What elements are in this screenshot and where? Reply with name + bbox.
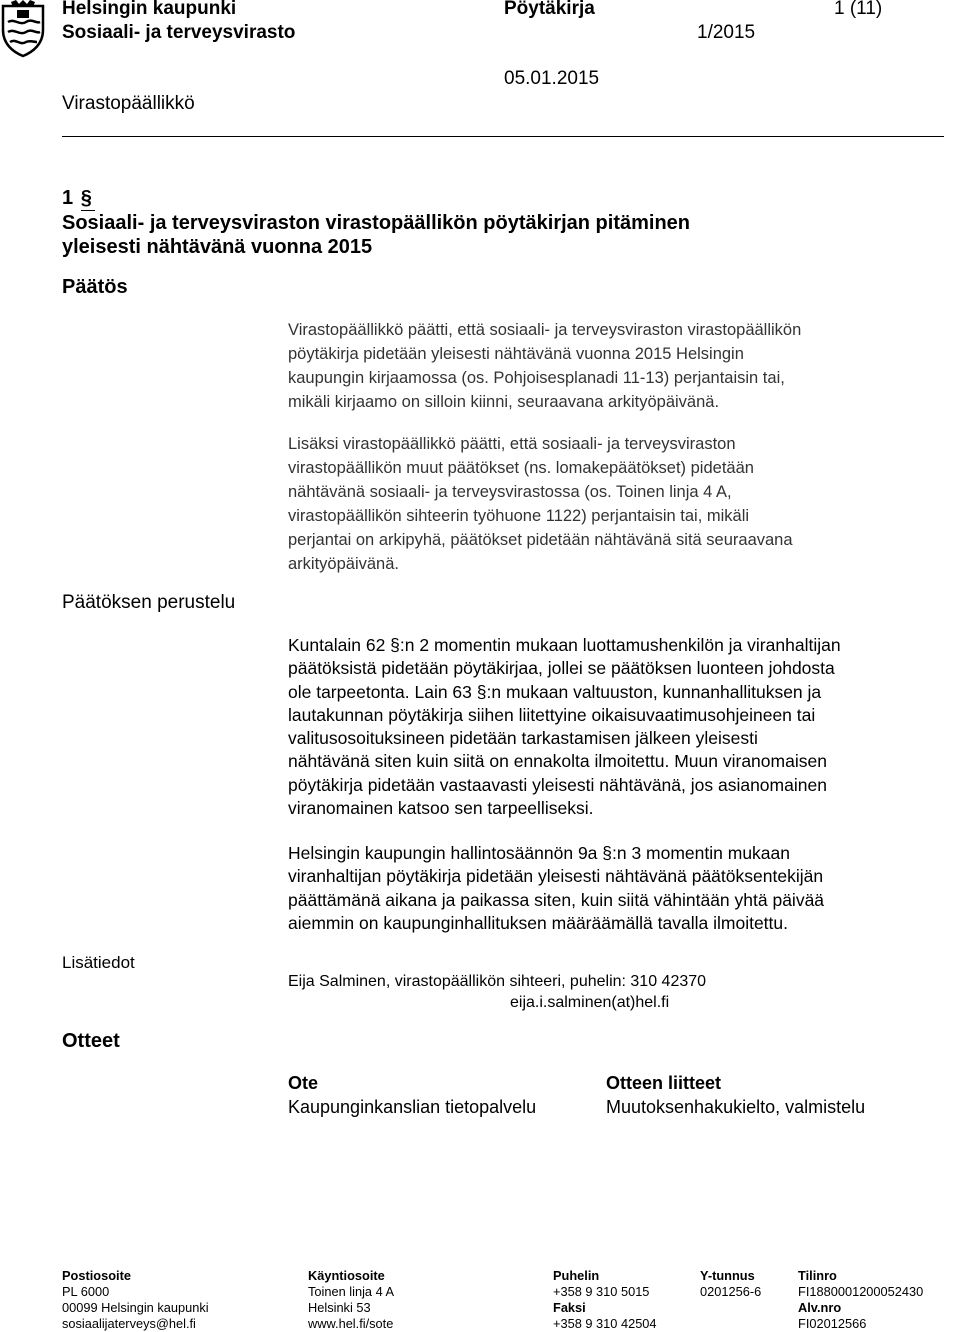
contact-email[interactable]: eija.i.salminen(at)hel.fi xyxy=(510,994,670,1011)
footer-ytunnus: Y-tunnus 0201256-6 xyxy=(700,1268,762,1299)
org-name: Helsingin kaupunki xyxy=(62,0,237,19)
doc-number: 1/2015 xyxy=(697,22,756,43)
reasoning-paragraph-2: Helsingin kaupungin hallintosäännön 9a §:n 3 momentin mukaan viranhaltijan pöytäkirja pidetään yleisesti nähtävänä päätöksentekijän päättämänä aikana ja paikassa siten, kuin siitä vähintään yhtä päivää aiemmin on kaupunginhallituksen määräämällä tavalla ilmoitettu. xyxy=(288,843,825,933)
otteet-col1-header: Ote xyxy=(288,1073,319,1093)
contact-person: Eija Salminen, virastopäällikön sihteeri, puhelin: 310 42370 xyxy=(288,973,707,990)
footer-tilinro: Tilinro FI1880001200052430 Alv.nro FI02012566 xyxy=(798,1268,924,1331)
label-paatos: Päätös xyxy=(62,276,128,298)
header-divider xyxy=(62,136,944,137)
footer-postiosoite: Postiosoite PL 6000 00099 Helsingin kaupunki sosiaalijaterveys@hel.fi xyxy=(62,1268,209,1331)
footer-kayntiosoite: Käyntiosoite Toinen linja 4 A Helsinki 53 www.hel.fi/sote xyxy=(308,1268,395,1331)
section-title: Sosiaali- ja terveysviraston virastopäällikön pöytäkirjan pitäminen yleisesti nähtävänä vuonna 2015 xyxy=(62,212,691,258)
otteet-col2-value: Muutoksenhakukielto, valmistelu xyxy=(606,1097,866,1117)
page-number: 1 (11) xyxy=(834,0,883,19)
decision-paragraph-2: Lisäksi virastopäällikkö päätti, että sosiaali- ja terveysviraston virastopäällikön muut päätökset (ns. lomakepäätökset) pidetään nähtävänä sosiaali- ja terveysvirastossa (os. Toinen linja 4 A, virastopäällikön sihteerin työhuone 1122) perjantaisin tai, mikäli perjantai on arkipyhä, päätökset pidetään nähtävänä sitä seuraavana arkityöpäivänä. xyxy=(288,435,793,573)
decision-maker: Virastopäällikkö xyxy=(62,93,195,114)
reasoning-paragraph-1: Kuntalain 62 §:n 2 momentin mukaan luottamushenkilön ja viranhaltijan päätöksistä pidetään pöytäkirjaa, jollei se päätöksen luonteen johdosta ole tarpeetonta. Lain 63 §:n mukaan valtuuston, kunnanhallituksen ja lautakunnan pöytäkirja siihen liitettyine oikaisuvaatimusohjeineen tai valitusosoituksineen pidetään tarkastamisen jälkeen yleisesti nähtävänä siten kuin siitä on ennakolta ilmoitettu. Muun viranomaisen pöytäkirja pidetään vastaavasti yleisesti nähtävänä, jos asianomainen viranomainen katsoo sen tarpeelliseksi. xyxy=(288,635,841,819)
section-sign: § xyxy=(81,186,95,211)
label-perustelu: Päätöksen perustelu xyxy=(62,592,236,613)
otteet-col1-value: Kaupunginkanslian tietopalvelu xyxy=(288,1097,537,1117)
decision-paragraph-1: Virastopäällikkö päätti, että sosiaali- ja terveysviraston virastopäällikön pöytäkirja pidetään yleisesti nähtävänä vuonna 2015 Helsingin kaupungin kirjaamossa (os. Pohjoisesplanadi 11-13) perjantaisin tai, mikäli kirjaamo on silloin kiinni, seuraavana arkityöpäivänä. xyxy=(288,321,802,411)
doc-type: Pöytäkirja xyxy=(504,0,595,19)
label-lisatiedot: Lisätiedot xyxy=(62,953,135,972)
meeting-date: 05.01.2015 xyxy=(504,68,600,89)
helsinki-crest-icon xyxy=(0,0,46,58)
section-number: 1 § xyxy=(62,186,95,211)
footer-puhelin: Puhelin +358 9 310 5015 Faksi +358 9 310 42504 xyxy=(553,1268,657,1331)
otteet-col2-header: Otteen liitteet xyxy=(606,1073,722,1093)
label-otteet: Otteet xyxy=(62,1030,120,1052)
department-name: Sosiaali- ja terveysvirasto xyxy=(62,22,296,43)
